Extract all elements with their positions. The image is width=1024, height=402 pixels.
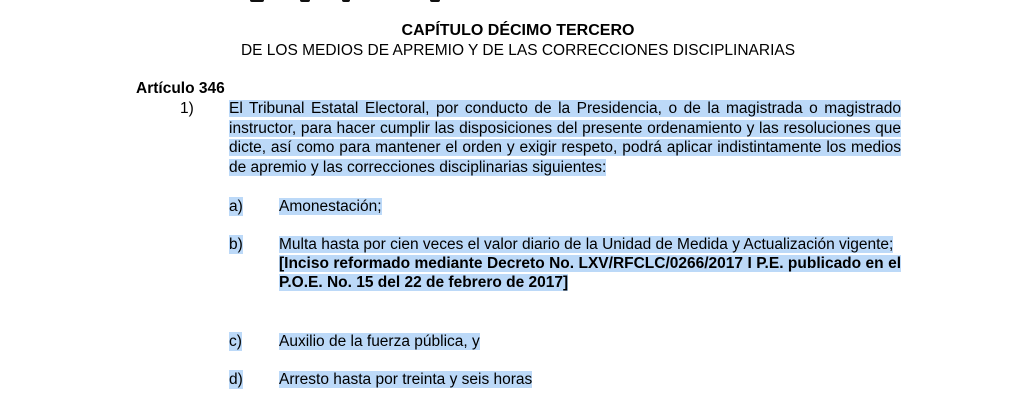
cropped-glyph — [300, 0, 310, 2]
cropped-glyph — [342, 0, 350, 2]
paragraph-text[interactable] — [229, 99, 901, 177]
chapter-subtitle: DE LOS MEDIOS DE APREMIO Y DE LAS CORRECCIONES DISCIPLINARIAS — [240, 42, 796, 59]
item-text: Auxilio de la fuerza pública, y — [279, 333, 480, 350]
item-letter: a) — [229, 198, 243, 215]
item-letter: d) — [229, 371, 243, 388]
cropped-glyph — [430, 0, 440, 2]
amendment-note: [Inciso reformado mediante Decreto No. LXV/RFCLC/0266/2017 I P.E. publicado en el P.O.E. No. 15 del 22 de febrero de 2017] — [279, 255, 901, 291]
item-letter: b) — [229, 236, 243, 253]
article-heading: Artículo 346 — [136, 80, 225, 97]
item-text: Arresto hasta por treinta y seis horas — [279, 371, 533, 388]
item-text: Multa hasta por cien veces el valor diario de la Unidad de Medida y Actualización vigente; — [279, 236, 894, 253]
chapter-title: CAPÍTULO DÉCIMO TERCERO — [401, 22, 635, 39]
item-letter: c) — [229, 333, 242, 350]
item-text: Amonestación; — [279, 198, 382, 215]
paragraph-text-content: El Tribunal Estatal Electoral, por conducto de la Presidencia, o de la magistrada o magistrado instructor, para hacer cumplir las disposiciones del presente ordenamiento y las resoluciones que dicte, así como para mantener el orden y exigir respeto, podrá aplicar indistintamente los medios de apremio y las correcciones disciplinarias siguientes: — [229, 100, 901, 176]
cropped-text-fragment — [0, 0, 1024, 4]
cropped-glyph — [250, 0, 264, 2]
paragraph-number: 1) — [180, 100, 194, 117]
